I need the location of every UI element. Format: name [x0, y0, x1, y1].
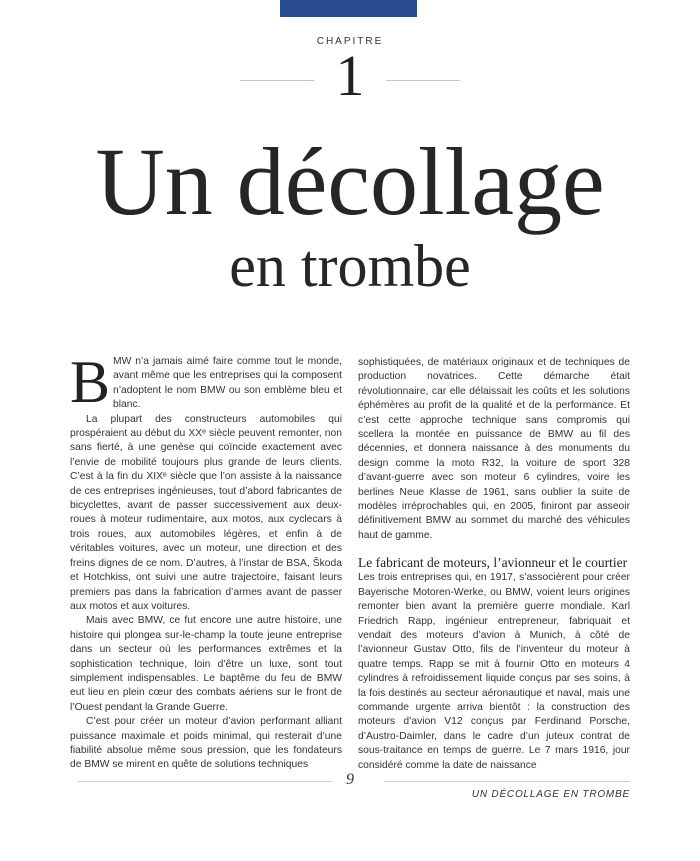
left-column	[70, 349, 342, 773]
paragraph-intro-text: MW n’a jamais aimé faire comme tout le monde, avant même que les entreprises qui la composent n’adoptent le nom BMW ou son emblème bleu et blanc.	[113, 356, 342, 411]
section-subheading: Le fabricant de moteurs, l’avionneur et le courtier	[358, 555, 628, 571]
page-number: 9	[346, 771, 354, 788]
chapter-accent-bar	[280, 0, 417, 17]
running-head: UN DÉCOLLAGE EN TROMBE	[471, 789, 630, 800]
paragraph: Mais avec BMW, ce fut encore une autre histoire, une histoire qui plongea sur-le-champ la toute jeune entreprise dans un secteur où les performances extrêmes et la sophistication technique, loin d’être un luxe, sont tout simplement indispensables. Le baptême du feu de BMW eut lieu en plein cœur des combats aériens sur le front de l’Ouest pendant la Grande Guerre.	[70, 615, 342, 713]
chapter-title-line2: en trombe	[229, 233, 471, 299]
chapter-label: CHAPITRE	[316, 36, 384, 47]
chapter-rule-right	[386, 80, 460, 81]
paragraph: La plupart des constructeurs automobiles qui prospéraient au début du XXᵉ siècle peuvent remonter, non sans fierté, à une genèse qui coïncide exactement avec l’envie de mobilité toujours plus grande de leurs clients. C’est à la fin du XIXᵉ siècle que l’on assiste à la naissance de ces entreprises ingénieuses, tout d’abord fabricantes de bicyclettes, avant de passer successivement aux deux-roues à moteur rudimentaire, aux motos, aux cyclecars à trois roues, aux automobiles légères, et enfin à de véritables voitures, avec un moteur, une direction et des freins dignes de ce nom. D’autres, à l’instar de BSA, Škoda et Hotchkiss, ont suivi une autre trajectoire, faisant leurs premiers pas dans la fabrication d’armes avant de passer aux motos et aux voitures.	[70, 413, 342, 612]
footer-rule-left	[78, 781, 332, 782]
right-column	[358, 356, 630, 773]
chapter-title-line1: Un décollage	[95, 128, 605, 235]
paragraph: C’est pour créer un moteur d’avion performant alliant puissance maximale et poids minimal, qui resterait d’une fiabilité absolue même sous pression, que les fondateurs de BMW se mirent en quête de solutions techniques	[70, 716, 342, 771]
drop-cap: B	[70, 349, 111, 415]
paragraph: sophistiquées, de matériaux originaux et de techniques de production novatrices. Cette démarche était révolutionnaire, car elle délaissait les coûts et les solutions éphémères au profit de la qualité et de la performance. Et c’est cette approche technique sans compromis qui scellera la montée en puissance de BMW au fil des décennies, et donnera naissance à des monuments du design comme la moto R32, la voiture de sport 328 d’avant-guerre avec son moteur 6 cylindres, voire les berlines Neue Klasse de 1961, sans oublier la suite de modèles irréprochables qui, en 2005, finiront par asseoir définitivement BMW au sommet du marché des véhicules haut de gamme.	[358, 357, 630, 541]
chapter-number: 1	[335, 43, 365, 108]
paragraph: Les trois entreprises qui, en 1917, s’associèrent pour créer Bayerische Motoren-Werke, ou BMW, voient leurs origines remonter bien avant la première guerre mondiale. Karl Friedrich Rapp, ingénieur entrepreneur, fabriquait et vendait des moteurs d’avion à Munich, à côté de l’avionneur Gustav Otto, fils de l’inventeur du moteur à quatre temps. Rapp se mit à fournir Otto en moteurs 4 cylindres à refroidissement liquide conçus par ses soins, à la fois destinés au secteur aéronautique et naval, mais une commande urgente arriva bientôt : la construction des moteurs d’avion V12 conçus par Ferdinand Porsche, d’Austro-Daimler, dans le cadre d’un juteux contrat de sous-traitance en temps de guerre. Le 7 mars 1916, jour considéré comme la date de naissance	[358, 572, 630, 771]
footer-rule-right	[384, 781, 630, 782]
paragraph-intro	[70, 349, 342, 415]
